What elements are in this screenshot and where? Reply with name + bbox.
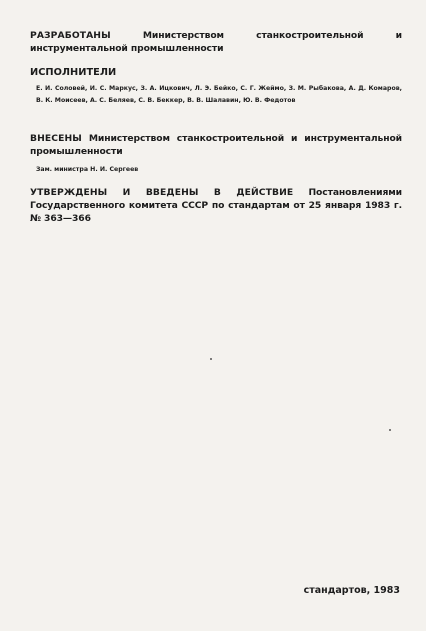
footer-imprint: стандартов, 1983: [303, 585, 400, 596]
introduced-text: Министерством станкостроительной и инструментальной промышленности: [30, 133, 403, 157]
approved-block: [30, 186, 402, 225]
developed-lead: РАЗРАБОТАНЫ: [30, 30, 111, 41]
approved-lead: УТВЕРЖДЕНЫ И ВВЕДЕНЫ В ДЕЙСТВИЕ: [30, 187, 294, 198]
speck-mark-small: [389, 429, 391, 431]
introduced-block: [30, 132, 402, 158]
developed-block: [30, 29, 402, 55]
developed-text: Министерством станкостроительной и инструментальной промышленности: [30, 30, 402, 54]
introduced-lead: ВНЕСЕНЫ: [30, 133, 82, 144]
speck-mark: [210, 358, 212, 360]
executors-heading: ИСПОЛНИТЕЛИ: [30, 67, 117, 78]
approved-text: Постановлениями Государственного комитета СССР по стандартам от 25 января 1983 г. № 363—366: [30, 187, 402, 224]
executors-names: Е. И. Соловей, И. С. Маркус, З. А. Ицкович, Л. Э. Бейко, С. Г. Жеймо, З. М. Рыбакова, А. Д. Комаров, В. К. Моисеев, А. С. Беляев, С. В. Беккер, В. В. Шалавин, Ю. В. Федотов: [36, 85, 402, 104]
deputy-minister: Зам. министра Н. И. Сергеев: [36, 166, 139, 173]
